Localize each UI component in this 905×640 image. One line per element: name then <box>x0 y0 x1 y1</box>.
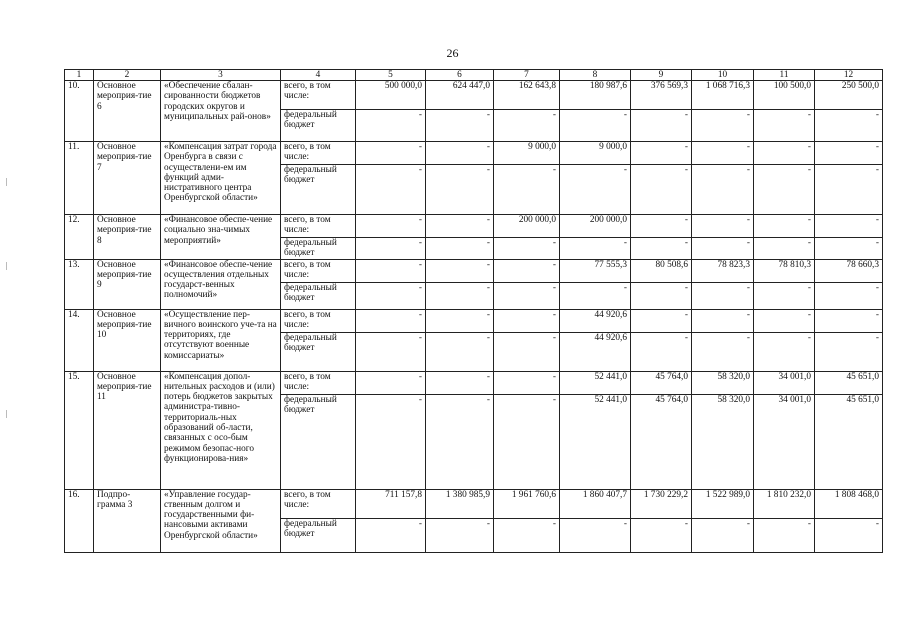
amount-cell: - <box>815 110 883 142</box>
amount-cell: - <box>426 142 494 165</box>
amount-cell: - <box>426 394 494 489</box>
amount-cell: 58 320,0 <box>692 371 754 394</box>
funding-source: всего, в том числе: <box>281 371 356 394</box>
amount-cell: 1 380 985,9 <box>426 489 494 518</box>
column-header: 3 <box>161 70 281 81</box>
item-name: «Финансовое обеспе-чение осуществления отдельных государст-венных полномочий» <box>161 259 281 309</box>
amount-cell: - <box>754 518 815 552</box>
column-header: 8 <box>560 70 631 81</box>
amount-cell: - <box>692 142 754 165</box>
amount-cell: 9 000,0 <box>560 142 631 165</box>
table-row <box>65 215 883 238</box>
amount-cell: 376 569,3 <box>631 81 692 110</box>
amount-cell: - <box>631 142 692 165</box>
amount-cell: - <box>494 518 560 552</box>
funding-source: федеральный бюджет <box>281 332 356 371</box>
amount-cell: - <box>631 110 692 142</box>
amount-cell: 1 068 716,3 <box>692 81 754 110</box>
amount-cell: 44 920,6 <box>560 332 631 371</box>
amount-cell: 1 730 229,2 <box>631 489 692 518</box>
row-number: 11. <box>65 142 94 215</box>
amount-cell: 80 508,6 <box>631 259 692 282</box>
amount-cell: 500 000,0 <box>356 81 426 110</box>
amount-cell: 45 764,0 <box>631 394 692 489</box>
amount-cell: - <box>426 282 494 309</box>
table-row <box>65 309 883 332</box>
amount-cell: - <box>815 215 883 238</box>
row-number: 13. <box>65 259 94 309</box>
column-header: 2 <box>94 70 161 81</box>
amount-cell: - <box>815 309 883 332</box>
amount-cell: 45 764,0 <box>631 371 692 394</box>
item-type: Основное мероприя-тие 10 <box>94 309 161 371</box>
amount-cell: - <box>815 332 883 371</box>
amount-cell: - <box>494 259 560 282</box>
amount-cell: 250 500,0 <box>815 81 883 110</box>
amount-cell: - <box>692 282 754 309</box>
amount-cell: 162 643,8 <box>494 81 560 110</box>
row-number: 12. <box>65 215 94 260</box>
amount-cell: - <box>631 238 692 260</box>
amount-cell: - <box>356 332 426 371</box>
amount-cell: - <box>692 165 754 215</box>
amount-cell: 200 000,0 <box>560 215 631 238</box>
amount-cell: - <box>815 282 883 309</box>
item-type: Основное мероприя-тие 6 <box>94 81 161 142</box>
amount-cell: - <box>494 394 560 489</box>
amount-cell: 100 500,0 <box>754 81 815 110</box>
amount-cell: - <box>631 309 692 332</box>
amount-cell: 52 441,0 <box>560 371 631 394</box>
amount-cell: - <box>815 518 883 552</box>
amount-cell: - <box>426 238 494 260</box>
column-header: 7 <box>494 70 560 81</box>
funding-source: всего, в том числе: <box>281 309 356 332</box>
amount-cell: - <box>426 215 494 238</box>
item-name: «Управление государ-ственным долгом и государственными фи-нансовыми активами Оренбургской области» <box>161 489 281 552</box>
funding-source: федеральный бюджет <box>281 238 356 260</box>
amount-cell: - <box>560 110 631 142</box>
amount-cell: - <box>692 110 754 142</box>
amount-cell: - <box>426 110 494 142</box>
margin-mark <box>6 410 7 418</box>
amount-cell: - <box>356 259 426 282</box>
amount-cell: - <box>426 332 494 371</box>
amount-cell: - <box>356 394 426 489</box>
amount-cell: - <box>356 165 426 215</box>
row-number: 15. <box>65 371 94 489</box>
amount-cell: - <box>494 332 560 371</box>
margin-mark <box>6 178 7 186</box>
amount-cell: - <box>692 309 754 332</box>
item-type: Подпро-грамма 3 <box>94 489 161 552</box>
column-header: 11 <box>754 70 815 81</box>
column-header: 6 <box>426 70 494 81</box>
item-type: Основное мероприя-тие 11 <box>94 371 161 489</box>
amount-cell: 1 808 468,0 <box>815 489 883 518</box>
amount-cell: - <box>631 518 692 552</box>
amount-cell: 34 001,0 <box>754 371 815 394</box>
amount-cell: 45 651,0 <box>815 394 883 489</box>
column-header: 12 <box>815 70 883 81</box>
item-name: «Обеспечение сбалан-сированности бюджетов городских округов и муниципальных рай-онов» <box>161 81 281 142</box>
funding-source: всего, в том числе: <box>281 489 356 518</box>
item-name: «Компенсация затрат города Оренбурга в связи с осуществлени-ем им функций адми-нистративного центра Оренбургской области» <box>161 142 281 215</box>
amount-cell: - <box>356 142 426 165</box>
amount-cell: - <box>754 282 815 309</box>
amount-cell: - <box>754 215 815 238</box>
amount-cell: - <box>356 110 426 142</box>
amount-cell: 77 555,3 <box>560 259 631 282</box>
amount-cell: 58 320,0 <box>692 394 754 489</box>
column-header: 1 <box>65 70 94 81</box>
amount-cell: 1 860 407,7 <box>560 489 631 518</box>
amount-cell: 180 987,6 <box>560 81 631 110</box>
budget-table <box>64 69 883 553</box>
amount-cell: - <box>426 259 494 282</box>
amount-cell: 1 810 232,0 <box>754 489 815 518</box>
amount-cell: 44 920,6 <box>560 309 631 332</box>
amount-cell: - <box>426 309 494 332</box>
amount-cell: - <box>631 165 692 215</box>
header-row <box>65 70 883 81</box>
amount-cell: - <box>754 332 815 371</box>
table-row <box>65 489 883 518</box>
column-header: 10 <box>692 70 754 81</box>
item-name: «Компенсация допол-нительных расходов и (или) потерь бюджетов закрытых администра-тивно-территориаль-ных образований об-ласти, связанных с осо-бым режимом безопас-ного функционирова-ния» <box>161 371 281 489</box>
amount-cell: - <box>494 238 560 260</box>
amount-cell: - <box>692 518 754 552</box>
table-body <box>65 81 883 553</box>
amount-cell: - <box>815 142 883 165</box>
table-row <box>65 259 883 282</box>
amount-cell: 9 000,0 <box>494 142 560 165</box>
amount-cell: 52 441,0 <box>560 394 631 489</box>
amount-cell: - <box>494 110 560 142</box>
column-header: 4 <box>281 70 356 81</box>
row-number: 14. <box>65 309 94 371</box>
funding-source: всего, в том числе: <box>281 215 356 238</box>
amount-cell: - <box>494 165 560 215</box>
amount-cell: - <box>356 282 426 309</box>
amount-cell: - <box>426 371 494 394</box>
funding-source: федеральный бюджет <box>281 394 356 489</box>
amount-cell: - <box>692 215 754 238</box>
amount-cell: 1 522 989,0 <box>692 489 754 518</box>
amount-cell: - <box>754 142 815 165</box>
amount-cell: - <box>754 110 815 142</box>
funding-source: федеральный бюджет <box>281 518 356 552</box>
amount-cell: - <box>560 165 631 215</box>
amount-cell: - <box>426 518 494 552</box>
amount-cell: - <box>631 332 692 371</box>
amount-cell: - <box>692 332 754 371</box>
column-header: 9 <box>631 70 692 81</box>
amount-cell: - <box>356 518 426 552</box>
amount-cell: 1 961 760,6 <box>494 489 560 518</box>
amount-cell: - <box>494 309 560 332</box>
amount-cell: - <box>560 518 631 552</box>
amount-cell: - <box>356 309 426 332</box>
amount-cell: - <box>815 165 883 215</box>
amount-cell: - <box>356 371 426 394</box>
amount-cell: - <box>815 238 883 260</box>
amount-cell: 78 823,3 <box>692 259 754 282</box>
amount-cell: 78 810,3 <box>754 259 815 282</box>
margin-mark <box>6 262 7 270</box>
table-row <box>65 142 883 165</box>
funding-source: всего, в том числе: <box>281 142 356 165</box>
amount-cell: - <box>631 215 692 238</box>
item-name: «Осуществление пер-вичного воинского уче-та на территориях, где отсутствуют военные комиссариаты» <box>161 309 281 371</box>
table-row <box>65 81 883 110</box>
item-type: Основное мероприя-тие 7 <box>94 142 161 215</box>
amount-cell: - <box>494 282 560 309</box>
amount-cell: - <box>494 371 560 394</box>
item-name: «Финансовое обеспе-чение социально зна-чимых мероприятий» <box>161 215 281 260</box>
amount-cell: - <box>754 309 815 332</box>
funding-source: всего, в том числе: <box>281 259 356 282</box>
amount-cell: - <box>560 282 631 309</box>
row-number: 10. <box>65 81 94 142</box>
funding-source: федеральный бюджет <box>281 165 356 215</box>
amount-cell: 711 157,8 <box>356 489 426 518</box>
amount-cell: - <box>426 165 494 215</box>
amount-cell: 45 651,0 <box>815 371 883 394</box>
amount-cell: - <box>631 282 692 309</box>
funding-source: федеральный бюджет <box>281 110 356 142</box>
amount-cell: - <box>356 238 426 260</box>
item-type: Основное мероприя-тие 8 <box>94 215 161 260</box>
amount-cell: - <box>754 238 815 260</box>
amount-cell: 78 660,3 <box>815 259 883 282</box>
amount-cell: 624 447,0 <box>426 81 494 110</box>
amount-cell: 34 001,0 <box>754 394 815 489</box>
table-row <box>65 371 883 394</box>
item-type: Основное мероприя-тие 9 <box>94 259 161 309</box>
amount-cell: - <box>356 215 426 238</box>
row-number: 16. <box>65 489 94 552</box>
page-number: 26 <box>446 46 459 60</box>
amount-cell: 200 000,0 <box>494 215 560 238</box>
funding-source: всего, в том числе: <box>281 81 356 110</box>
amount-cell: - <box>560 238 631 260</box>
column-header: 5 <box>356 70 426 81</box>
amount-cell: - <box>754 165 815 215</box>
funding-source: федеральный бюджет <box>281 282 356 309</box>
amount-cell: - <box>692 238 754 260</box>
